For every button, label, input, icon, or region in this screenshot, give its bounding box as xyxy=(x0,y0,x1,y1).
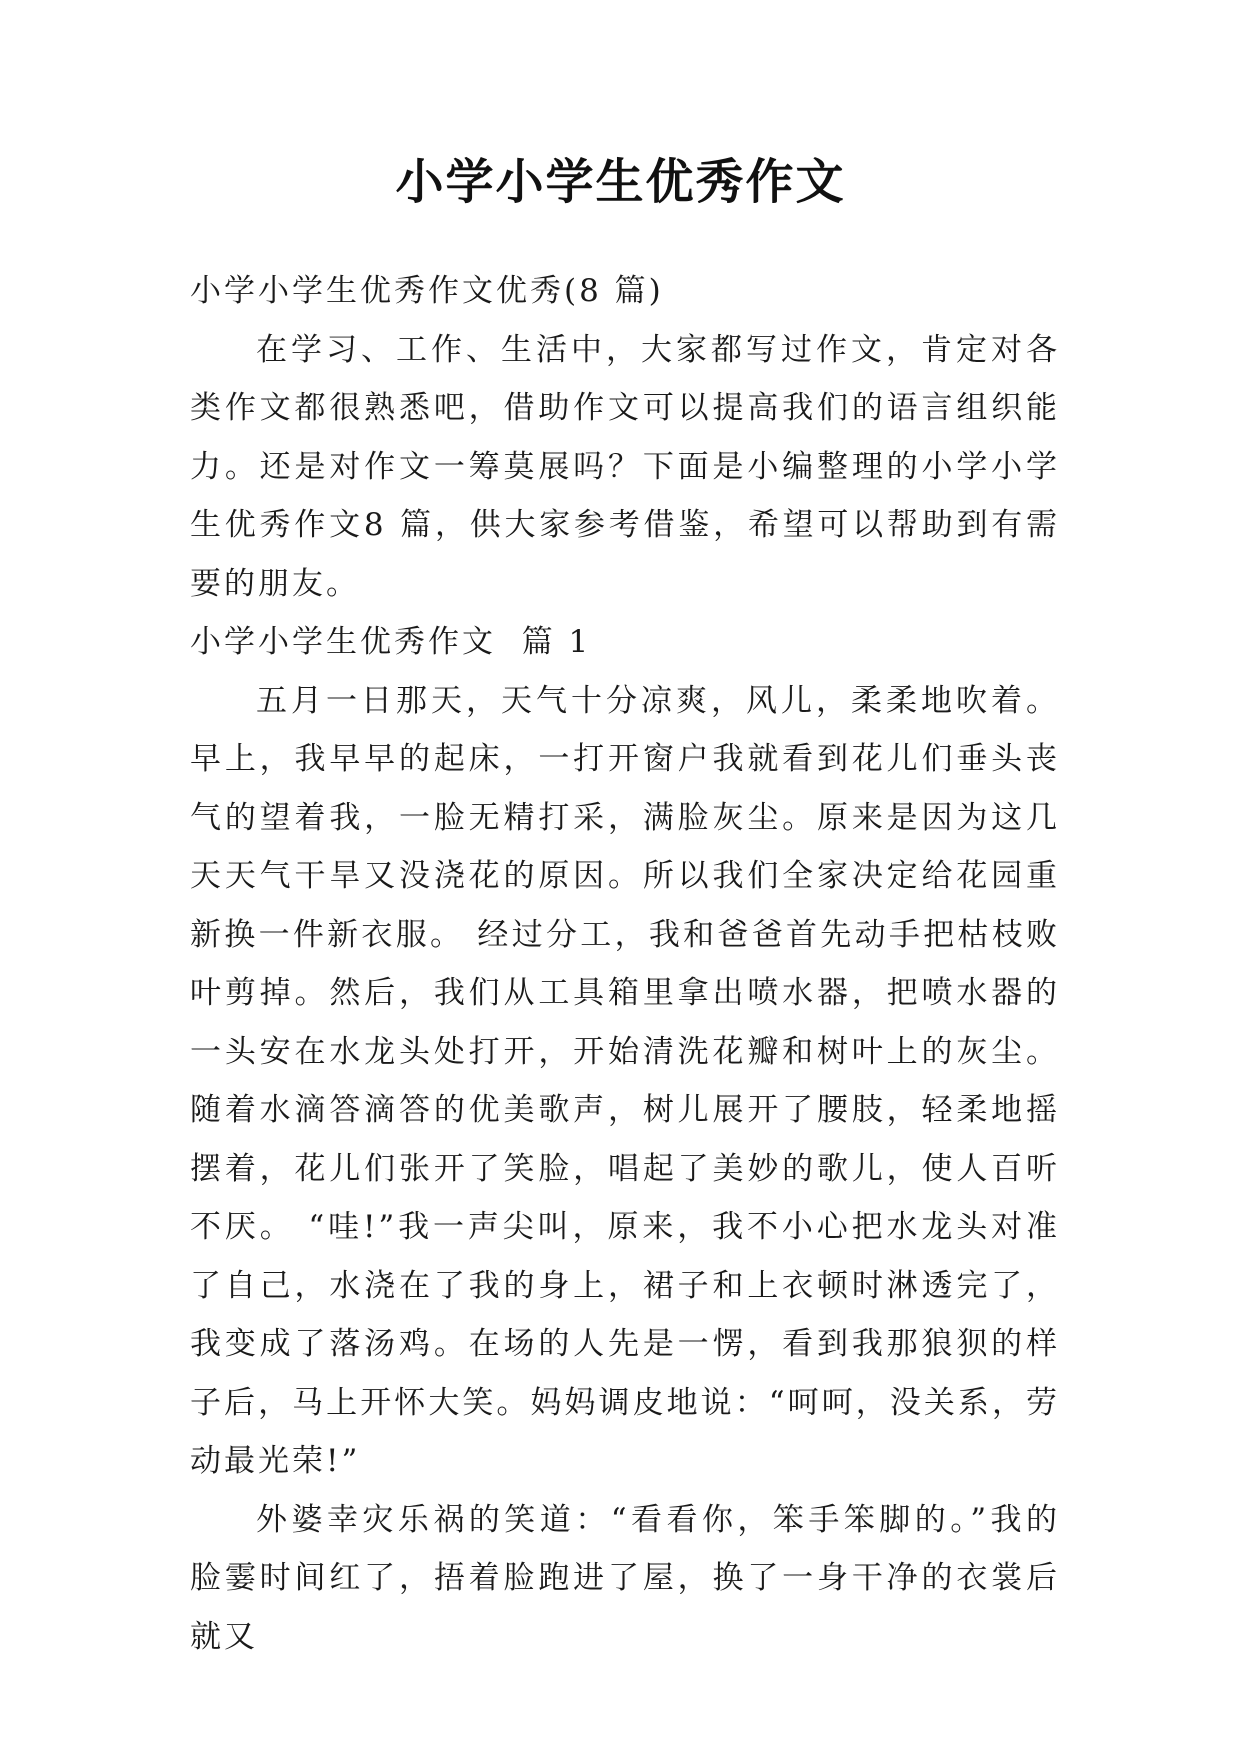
document-subtitle: 小学小学生优秀作文优秀(8 篇) xyxy=(190,273,664,309)
section-heading: 小学小学生优秀作文 篇 1 xyxy=(190,624,592,660)
intro-paragraph: 在学习、工作、生活中，大家都写过作文，肯定对各类作文都很熟悉吧，借助作文可以提高我们的语言组织能力。还是对作文一筹莫展吗？下面是小编整理的小学小学生优秀作文8 篇，供大家参考借鉴，希望可以帮助到有需要的朋友。 xyxy=(190,331,1060,602)
essay-paragraph-1: 五月一日那天，天气十分凉爽，风儿，柔柔地吹着。早上，我早早的起床，一打开窗户我就看到花儿们垂头丧气的望着我，一脸无精打采，满脸灰尘。原来是因为这几天天气干旱又没浇花的原因。所以我们全家决定给花园重新换一件新衣服。 经过分工，我和爸爸首先动手把枯枝败叶剪掉。然后，我们从工具箱里拿出喷水器，把喷水器的一头安在水龙头处打开，开始清洗花瓣和树叶上的灰尘。随着水滴答滴答的优美歌声，树儿展开了腰肢，轻柔地摇摆着，花儿们张开了笑脸，唱起了美妙的歌儿，使人百听不厌。 “哇!”我一声尖叫，原来，我不小心把水龙头对准了自己，水浇在了我的身上，裙子和上衣顿时淋透完了，我变成了落汤鸡。在场的人先是一愣，看到我那狼狈的样子后，马上开怀大笑。妈妈调皮地说：“呵呵，没关系，劳动最光荣!” xyxy=(190,682,1060,1479)
document-body xyxy=(190,262,1060,1666)
document-title: 小学小学生优秀作文 xyxy=(395,154,846,210)
essay-paragraph-2: 外婆幸灾乐祸的笑道：“看看你，笨手笨脚的。”我的脸霎时间红了，捂着脸跑进了屋，换了一身干净的衣裳后就又 xyxy=(190,1501,1060,1655)
